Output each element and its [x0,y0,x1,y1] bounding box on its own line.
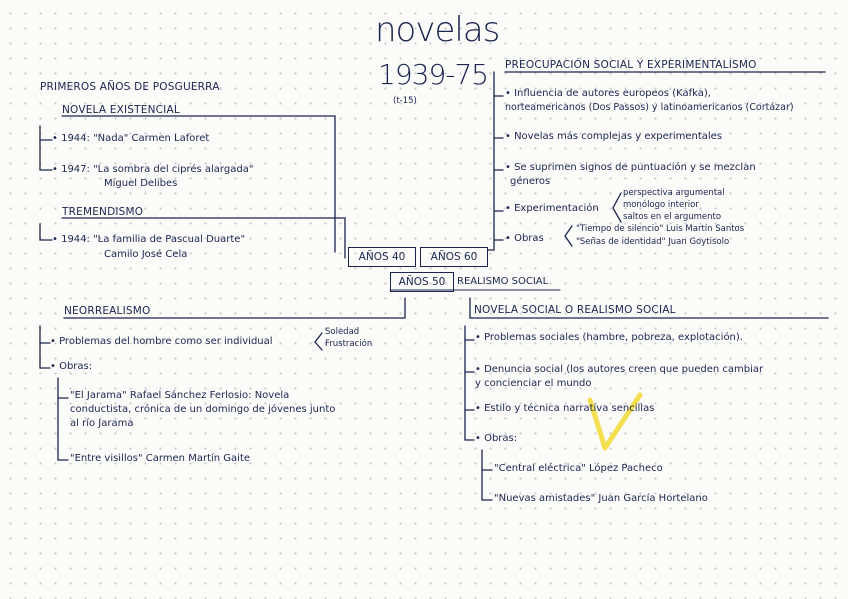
heading-primeros-anos: PRIMEROS AÑOS DE POSGUERRA [40,81,220,93]
box-anos-40: AÑOS 40 [348,247,416,267]
existencial-item-nada: • 1944: "Nada" Carmen Laforet [52,133,210,144]
heading-neorrealismo: NEORREALISMO [64,305,151,317]
neo-problemas: • Problemas del hombre como ser individual [50,336,273,347]
title-main: novelas [375,10,500,50]
heading-tremendismo: TREMENDISMO [62,206,144,218]
social-denuncia-2: y concienciar el mundo [475,378,592,389]
obras-label-right: • Obras [505,233,544,244]
exp-saltos: saltos en el argumento [623,212,722,222]
existencial-item-sombra-1: • 1947: "La sombra del ciprés alargada" [52,164,254,175]
realismo-social-label: REALISMO SOCIAL [457,276,549,287]
obra-senas-identidad: "Señas de identidad" Juan Goytisolo [576,237,730,247]
box-anos-60: AÑOS 60 [420,247,488,267]
heading-novela-existencial: NOVELA EXISTENCIAL [62,104,180,116]
heading-preocupacion-social: PREOCUPACIÓN SOCIAL Y EXPERIMENTALISMO [505,59,757,71]
suprimen-line-2: géneros [510,176,551,187]
entre-visillos: "Entre visillos" Carmen Martín Gaite [70,453,251,464]
novelas-complejas: • Novelas más complejas y experimentales [505,131,723,142]
exp-monologo: monólogo interior [623,200,699,210]
obra-tiempo-silencio: "Tiempo de silencio" Luis Martín Santos [576,224,745,234]
suprimen-line-1: • Se suprimen signos de puntuación y se mezclan [505,162,756,173]
social-denuncia-1: • Denuncia social (los autores creen que pueden cambiar [475,364,764,375]
jarama-line-3: al río Jarama [70,418,134,429]
obra-central-electrica: "Central eléctrica" López Pacheco [494,463,663,474]
box-anos-50: AÑOS 50 [390,272,454,292]
influencia-line-2: norteamericanos (Dos Passos) y latinoamericanos (Cortázar) [505,102,794,113]
title-years: 1939-75 [378,58,488,91]
influencia-line-1: • Influencia de autores europeos (Kafka), [505,88,711,99]
exp-perspectiva: perspectiva argumental [623,188,725,198]
jarama-line-2: conductista, crónica de un domingo de jóvenes junto [70,404,336,415]
experimentacion: • Experimentación [505,203,599,214]
social-estilo: • Estilo y técnica narrativa sencillas [475,403,655,414]
neo-soledad: Soledad [325,327,360,337]
obra-nuevas-amistades: "Nuevas amistades" Juan García Hortelano [494,493,708,504]
neo-obras: • Obras: [50,361,93,372]
heading-novela-social: NOVELA SOCIAL O REALISMO SOCIAL [474,304,676,316]
jarama-line-1: "El Jarama" Rafael Sánchez Ferlosio: Novela [70,390,290,401]
tremendismo-item-2: Camilo José Cela [104,249,188,260]
social-obras: • Obras: [475,433,518,444]
existencial-item-sombra-2: Miguel Delibes [104,178,178,189]
neo-frustracion: Frustración [325,339,373,349]
social-problemas: • Problemas sociales (hambre, pobreza, explotación). [475,332,743,343]
title-note: (t-15) [393,96,417,106]
tremendismo-item-1: • 1944: "La familia de Pascual Duarte" [52,234,246,245]
